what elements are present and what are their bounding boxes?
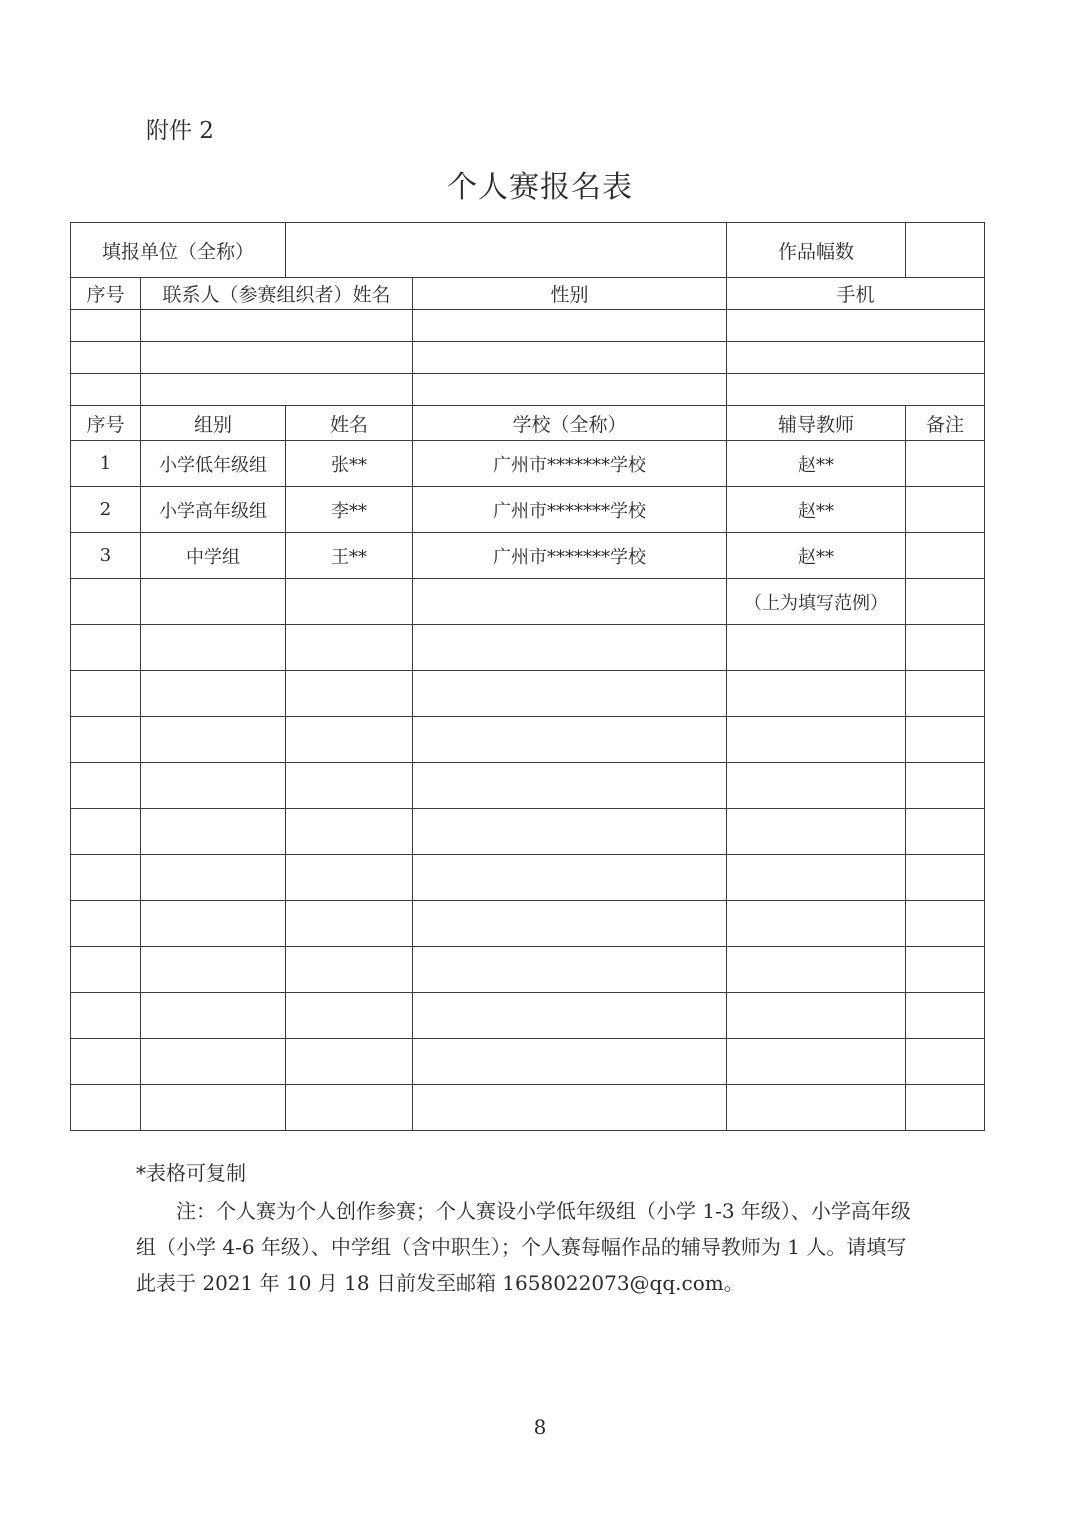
- works-count-input-cell[interactable]: [906, 223, 985, 278]
- contact-gender-cell[interactable]: [413, 310, 727, 342]
- entry-header-remark: 备注: [906, 406, 985, 441]
- entry-cell[interactable]: [286, 993, 413, 1039]
- example-teacher: 赵**: [727, 533, 906, 579]
- contact-header-phone: 手机: [727, 278, 985, 310]
- entry-cell[interactable]: [286, 1039, 413, 1085]
- entry-header-group: 组别: [141, 406, 286, 441]
- example-remark: [906, 487, 985, 533]
- entry-cell[interactable]: [141, 671, 286, 717]
- contact-phone-cell[interactable]: [727, 342, 985, 374]
- entry-row: [71, 947, 985, 993]
- entry-cell[interactable]: [286, 901, 413, 947]
- contact-no-cell[interactable]: [71, 310, 141, 342]
- entry-row: [71, 717, 985, 763]
- attachment-label: 附件 2: [146, 118, 214, 144]
- entry-cell[interactable]: [141, 993, 286, 1039]
- entry-cell[interactable]: [71, 579, 141, 625]
- entry-cell[interactable]: [727, 763, 906, 809]
- entry-cell[interactable]: [286, 763, 413, 809]
- entry-header-row: [71, 406, 985, 441]
- entry-cell[interactable]: [141, 855, 286, 901]
- entry-cell[interactable]: [286, 809, 413, 855]
- entry-row: [71, 901, 985, 947]
- entry-row: [71, 671, 985, 717]
- contact-header-no: 序号: [71, 278, 141, 310]
- entry-row: [71, 993, 985, 1039]
- entry-cell[interactable]: [141, 717, 286, 763]
- example-row: [71, 487, 985, 533]
- contact-no-cell[interactable]: [71, 374, 141, 406]
- example-remark: [906, 533, 985, 579]
- entry-cell[interactable]: [71, 947, 141, 993]
- entry-cell[interactable]: [141, 947, 286, 993]
- entry-cell[interactable]: [141, 809, 286, 855]
- entry-cell[interactable]: [71, 671, 141, 717]
- entry-row: [71, 855, 985, 901]
- instruction-note: [136, 1193, 916, 1301]
- entry-cell[interactable]: [413, 671, 727, 717]
- entry-cell[interactable]: [413, 1039, 727, 1085]
- entry-cell[interactable]: [141, 625, 286, 671]
- entry-cell[interactable]: [727, 671, 906, 717]
- example-group: 小学高年级组: [141, 487, 286, 533]
- entry-cell[interactable]: [141, 1039, 286, 1085]
- example-school: 广州市*******学校: [413, 533, 727, 579]
- entry-cell[interactable]: [413, 579, 727, 625]
- entry-cell[interactable]: [906, 809, 985, 855]
- example-remark: [906, 441, 985, 487]
- entry-cell[interactable]: [286, 855, 413, 901]
- entry-cell[interactable]: [141, 1085, 286, 1131]
- page-number: 8: [533, 1415, 547, 1439]
- entry-cell[interactable]: [906, 901, 985, 947]
- form-title: 个人赛报名表: [447, 170, 633, 205]
- entry-cell[interactable]: [71, 809, 141, 855]
- contact-phone-cell[interactable]: [727, 310, 985, 342]
- entry-row: [71, 809, 985, 855]
- entry-cell[interactable]: [286, 1085, 413, 1131]
- entry-cell[interactable]: [71, 625, 141, 671]
- entry-cell[interactable]: [413, 993, 727, 1039]
- entry-cell[interactable]: [906, 1039, 985, 1085]
- example-group: 中学组: [141, 533, 286, 579]
- entry-header-name: 姓名: [286, 406, 413, 441]
- contact-name-cell[interactable]: [141, 374, 413, 406]
- entry-cell[interactable]: [727, 717, 906, 763]
- entry-cell[interactable]: [71, 855, 141, 901]
- unit-row: [71, 223, 985, 278]
- example-note: （上为填写范例）: [727, 579, 906, 625]
- entry-cell[interactable]: [906, 763, 985, 809]
- contact-no-cell[interactable]: [71, 342, 141, 374]
- contact-name-cell[interactable]: [141, 342, 413, 374]
- entry-cell[interactable]: [71, 993, 141, 1039]
- registration-table: [70, 222, 985, 1131]
- entry-cell[interactable]: [71, 1039, 141, 1085]
- entry-row: [71, 625, 985, 671]
- unit-input-cell[interactable]: [286, 223, 727, 278]
- entry-cell[interactable]: [413, 763, 727, 809]
- entry-cell[interactable]: [727, 625, 906, 671]
- entry-cell[interactable]: [286, 625, 413, 671]
- entry-cell[interactable]: [71, 901, 141, 947]
- entry-cell[interactable]: [413, 1085, 727, 1131]
- contact-header-name: 联系人（参赛组织者）姓名: [141, 278, 413, 310]
- contact-gender-cell[interactable]: [413, 342, 727, 374]
- entry-cell[interactable]: [413, 717, 727, 763]
- contact-name-cell[interactable]: [141, 310, 413, 342]
- entry-cell[interactable]: [413, 947, 727, 993]
- entry-row: [71, 579, 985, 625]
- entry-cell[interactable]: [727, 1039, 906, 1085]
- entry-cell[interactable]: [71, 717, 141, 763]
- entry-cell[interactable]: [286, 717, 413, 763]
- example-name: 李**: [286, 487, 413, 533]
- entry-cell[interactable]: [71, 763, 141, 809]
- entry-header-school: 学校（全称）: [413, 406, 727, 441]
- entry-cell[interactable]: [413, 809, 727, 855]
- entry-cell[interactable]: [906, 947, 985, 993]
- entry-cell[interactable]: [727, 901, 906, 947]
- contact-gender-cell[interactable]: [413, 374, 727, 406]
- example-row: [71, 441, 985, 487]
- copy-note: *表格可复制: [136, 1161, 246, 1185]
- entry-cell[interactable]: [906, 1085, 985, 1131]
- example-no: 3: [71, 533, 141, 579]
- entry-header-teacher: 辅导教师: [727, 406, 906, 441]
- unit-label: 填报单位（全称）: [71, 223, 286, 278]
- entry-cell[interactable]: [286, 947, 413, 993]
- example-school: 广州市*******学校: [413, 441, 727, 487]
- entry-row: [71, 763, 985, 809]
- entry-row: [71, 1085, 985, 1131]
- contact-phone-cell[interactable]: [727, 374, 985, 406]
- entry-cell[interactable]: [906, 625, 985, 671]
- entry-cell[interactable]: [727, 947, 906, 993]
- contact-row: [71, 342, 985, 374]
- entry-cell[interactable]: [286, 579, 413, 625]
- entry-cell[interactable]: [906, 671, 985, 717]
- instruction-text: 注：个人赛为个人创作参赛；个人赛设小学低年级组（小学 1-3 年级）、小学高年级组（小学 4-6 年级）、中学组（含中职生）；个人赛每幅作品的辅导教师为 1 人。请填写此表于 2021 年 10 月 18 日前发至邮箱 1658022073@qq.com。: [136, 1199, 911, 1295]
- example-row: [71, 533, 985, 579]
- entry-header-no: 序号: [71, 406, 141, 441]
- entry-cell[interactable]: [141, 763, 286, 809]
- entry-cell[interactable]: [413, 625, 727, 671]
- entry-cell[interactable]: [141, 901, 286, 947]
- example-school: 广州市*******学校: [413, 487, 727, 533]
- example-teacher: 赵**: [727, 487, 906, 533]
- entry-cell[interactable]: [906, 993, 985, 1039]
- entry-cell[interactable]: [413, 855, 727, 901]
- entry-cell[interactable]: [727, 809, 906, 855]
- example-teacher: 赵**: [727, 441, 906, 487]
- contact-header-row: [71, 278, 985, 310]
- works-count-label: 作品幅数: [727, 223, 906, 278]
- entry-cell[interactable]: [727, 1085, 906, 1131]
- contact-row: [71, 374, 985, 406]
- example-name: 王**: [286, 533, 413, 579]
- contact-row: [71, 310, 985, 342]
- example-name: 张**: [286, 441, 413, 487]
- entry-cell[interactable]: [906, 855, 985, 901]
- entry-cell[interactable]: [727, 993, 906, 1039]
- example-group: 小学低年级组: [141, 441, 286, 487]
- entry-cell[interactable]: [727, 855, 906, 901]
- example-no: 2: [71, 487, 141, 533]
- entry-cell[interactable]: [906, 579, 985, 625]
- entry-cell[interactable]: [71, 1085, 141, 1131]
- entry-cell[interactable]: [286, 671, 413, 717]
- example-no: 1: [71, 441, 141, 487]
- entry-row: [71, 1039, 985, 1085]
- entry-cell[interactable]: [141, 579, 286, 625]
- entry-cell[interactable]: [906, 717, 985, 763]
- contact-header-gender: 性别: [413, 278, 727, 310]
- entry-cell[interactable]: [413, 901, 727, 947]
